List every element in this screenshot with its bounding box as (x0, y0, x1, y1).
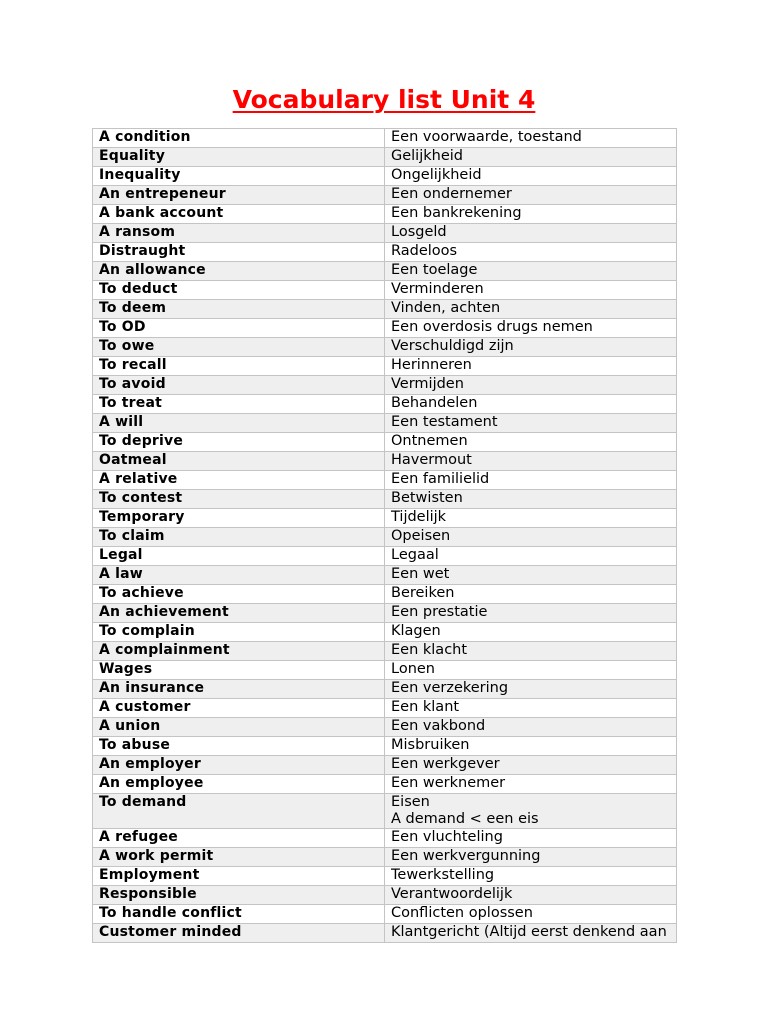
dutch-translation: Behandelen (385, 395, 677, 414)
english-term: To avoid (93, 376, 385, 395)
dutch-translation: Klagen (385, 623, 677, 642)
table-row (93, 699, 677, 718)
english-term: A union (93, 718, 385, 737)
english-term: An employee (93, 775, 385, 794)
english-term: A condition (93, 129, 385, 148)
dutch-translation: Bereiken (385, 585, 677, 604)
english-term: A customer (93, 699, 385, 718)
dutch-translation: Lonen (385, 661, 677, 680)
english-term: To owe (93, 338, 385, 357)
table-row (93, 319, 677, 338)
table-row (93, 661, 677, 680)
english-term: A ransom (93, 224, 385, 243)
vocabulary-table-body (93, 129, 677, 943)
table-row (93, 395, 677, 414)
dutch-translation: Vermijden (385, 376, 677, 395)
dutch-translation: Een voorwaarde, toestand (385, 129, 677, 148)
dutch-translation: Gelijkheid (385, 148, 677, 167)
dutch-translation: Een werknemer (385, 775, 677, 794)
english-term: A relative (93, 471, 385, 490)
dutch-translation: Ontnemen (385, 433, 677, 452)
table-row (93, 737, 677, 756)
table-row (93, 205, 677, 224)
english-term: To achieve (93, 585, 385, 604)
english-term: Employment (93, 867, 385, 886)
english-term: Oatmeal (93, 452, 385, 471)
english-term: Equality (93, 148, 385, 167)
table-row (93, 680, 677, 699)
english-term: Customer minded (93, 924, 385, 943)
dutch-translation: Een vakbond (385, 718, 677, 737)
dutch-translation: Misbruiken (385, 737, 677, 756)
dutch-translation: Een prestatie (385, 604, 677, 623)
dutch-translation: Een testament (385, 414, 677, 433)
table-row (93, 642, 677, 661)
english-term: Responsible (93, 886, 385, 905)
english-term: To deprive (93, 433, 385, 452)
english-term: To handle conflict (93, 905, 385, 924)
dutch-translation: Een vluchteling (385, 829, 677, 848)
table-row (93, 376, 677, 395)
dutch-translation: Een toelage (385, 262, 677, 281)
table-row (93, 547, 677, 566)
table-row (93, 148, 677, 167)
dutch-translation: Een klant (385, 699, 677, 718)
english-term: To deduct (93, 281, 385, 300)
table-row (93, 867, 677, 886)
table-row (93, 243, 677, 262)
table-row (93, 718, 677, 737)
table-row (93, 471, 677, 490)
english-term: Wages (93, 661, 385, 680)
table-row (93, 756, 677, 775)
dutch-translation: Betwisten (385, 490, 677, 509)
dutch-translation: Verminderen (385, 281, 677, 300)
english-term: To treat (93, 395, 385, 414)
table-row (93, 528, 677, 547)
english-term: To contest (93, 490, 385, 509)
dutch-translation-line: A demand < een eis (391, 811, 539, 827)
english-term: An achievement (93, 604, 385, 623)
english-term: An allowance (93, 262, 385, 281)
dutch-translation: Een familielid (385, 471, 677, 490)
english-term: A work permit (93, 848, 385, 867)
table-row (93, 414, 677, 433)
table-row (93, 848, 677, 867)
table-row (93, 775, 677, 794)
table-row (93, 924, 677, 943)
english-term: To demand (93, 794, 385, 829)
table-row (93, 167, 677, 186)
dutch-translation: Tijdelijk (385, 509, 677, 528)
table-row (93, 886, 677, 905)
english-term: To claim (93, 528, 385, 547)
dutch-translation: Een werkgever (385, 756, 677, 775)
english-term: Distraught (93, 243, 385, 262)
english-term: To OD (93, 319, 385, 338)
table-row (93, 300, 677, 319)
table-row (93, 905, 677, 924)
dutch-translation: Een werkvergunning (385, 848, 677, 867)
table-row (93, 452, 677, 471)
dutch-translation: Een wet (385, 566, 677, 585)
page-title: Vocabulary list Unit 4 (232, 85, 536, 114)
table-row (93, 829, 677, 848)
dutch-translation: Verschuldigd zijn (385, 338, 677, 357)
dutch-translation: Klantgericht (Altijd eerst denkend aan (385, 924, 677, 943)
english-term: A bank account (93, 205, 385, 224)
table-row (93, 509, 677, 528)
dutch-translation: Een overdosis drugs nemen (385, 319, 677, 338)
english-term: An insurance (93, 680, 385, 699)
table-row (93, 129, 677, 148)
dutch-translation: Een klacht (385, 642, 677, 661)
table-row (93, 794, 677, 829)
dutch-translation: Tewerkstelling (385, 867, 677, 886)
table-row (93, 604, 677, 623)
dutch-translation: Verantwoordelijk (385, 886, 677, 905)
table-row (93, 566, 677, 585)
table-row (93, 623, 677, 642)
english-term: A refugee (93, 829, 385, 848)
english-term: Legal (93, 547, 385, 566)
english-term: To abuse (93, 737, 385, 756)
dutch-translation: Conflicten oplossen (385, 905, 677, 924)
english-term: A law (93, 566, 385, 585)
table-row (93, 281, 677, 300)
english-term: Temporary (93, 509, 385, 528)
english-term: Inequality (93, 167, 385, 186)
dutch-translation: Een verzekering (385, 680, 677, 699)
dutch-translation: Herinneren (385, 357, 677, 376)
table-row (93, 357, 677, 376)
table-row (93, 262, 677, 281)
table-row (93, 585, 677, 604)
table-row (93, 338, 677, 357)
table-row (93, 433, 677, 452)
table-row (93, 224, 677, 243)
vocabulary-table (92, 128, 677, 943)
english-term: To deem (93, 300, 385, 319)
dutch-translation: Ongelijkheid (385, 167, 677, 186)
dutch-translation: Een bankrekening (385, 205, 677, 224)
dutch-translation: Havermout (385, 452, 677, 471)
dutch-translation: Opeisen (385, 528, 677, 547)
english-term: A will (93, 414, 385, 433)
english-term: A complainment (93, 642, 385, 661)
english-term: An entrepeneur (93, 186, 385, 205)
english-term: To complain (93, 623, 385, 642)
dutch-translation: Een ondernemer (385, 186, 677, 205)
table-row (93, 186, 677, 205)
dutch-translation-line: Eisen (391, 794, 430, 810)
english-term: To recall (93, 357, 385, 376)
dutch-translation (385, 794, 677, 829)
dutch-translation: Vinden, achten (385, 300, 677, 319)
table-row (93, 490, 677, 509)
dutch-translation: Legaal (385, 547, 677, 566)
english-term: An employer (93, 756, 385, 775)
dutch-translation: Radeloos (385, 243, 677, 262)
dutch-translation: Losgeld (385, 224, 677, 243)
